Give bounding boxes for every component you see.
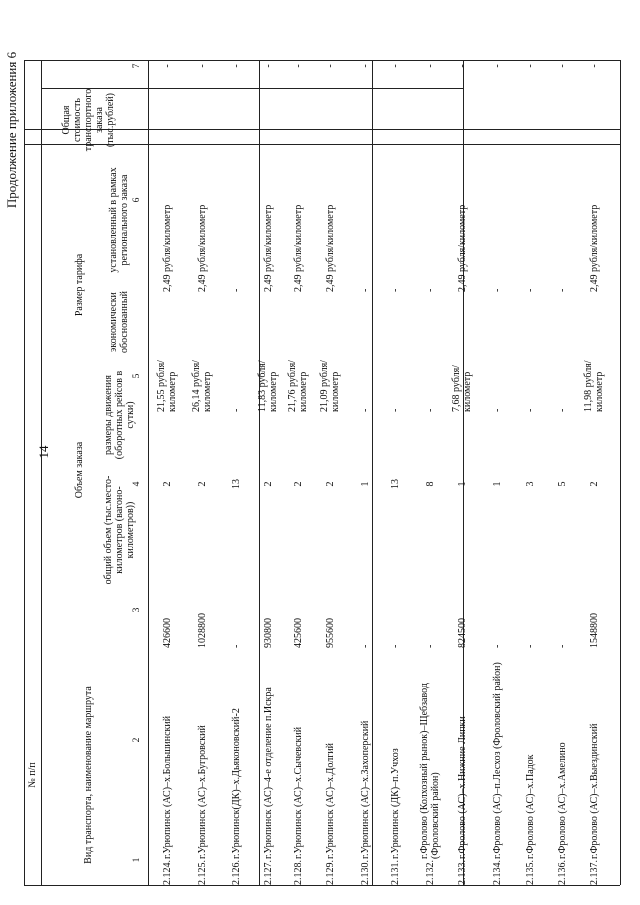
cell-volume-row-3: - (230, 644, 242, 648)
cell-econ-row-11: - (491, 408, 503, 412)
cell-no-row-8: 2.131. (389, 860, 401, 885)
cell-econ-row-2: 26,14 рубля/ километр (191, 360, 213, 412)
cell-cost-row-8: - (389, 64, 401, 68)
cell-route-row-13: г.Фролово (АС)–х.Амелино (556, 742, 568, 859)
cell-cost-row-6: - (324, 64, 336, 68)
cell-reg-row-3: - (230, 288, 242, 292)
cell-reg-row-2: 2,49 рубля/километр (196, 204, 208, 292)
cell-reg-row-14: 2,49 рубля/километр (588, 204, 600, 292)
cell-no-row-12: 2.135. (524, 860, 536, 885)
cell-cost-row-14: - (588, 64, 600, 68)
cell-econ-row-14: 11,98 рубля/ километр (583, 360, 605, 412)
header-total-cost: Общая стоимость транспортного заказа (тыс.рублей) (60, 88, 116, 152)
column-number-1: 1 (131, 857, 142, 863)
cell-reg-row-7: - (359, 288, 371, 292)
column-number-4: 4 (131, 481, 142, 487)
cell-volume-row-9: - (424, 644, 436, 648)
cell-volume-row-8: - (389, 644, 401, 648)
cell-econ-row-6: 21,09 рубля/ километр (319, 360, 341, 412)
cell-cost-row-4: - (262, 64, 274, 68)
cell-cost-row-9: - (424, 64, 436, 68)
header-total-volume: общий объем (тыс.место-километров (вагоно-километров)) (102, 475, 136, 585)
cell-econ-row-4: 11,83 рубля/ километр (257, 360, 279, 412)
cell-route-row-1: г.Урюпинск (АС)–х.Большинский (161, 715, 173, 859)
cell-econ-row-5: 21,76 рубля/ километр (287, 360, 309, 412)
cell-cost-row-5: - (292, 64, 304, 68)
cell-reg-row-6: 2,49 рубля/километр (324, 204, 336, 292)
cell-reg-row-11: - (491, 288, 503, 292)
cell-econ-row-10: 7,68 рубля/ километр (451, 365, 473, 412)
header-regional: установленный в рамках регионального заказа (108, 167, 130, 273)
cell-runs-row-12: 3 (524, 481, 536, 487)
cell-volume-row-1: 426600 (161, 618, 173, 648)
cell-volume-row-6: 955600 (324, 618, 336, 648)
cell-econ-row-3: - (230, 408, 242, 412)
cell-cost-row-10: - (456, 64, 468, 68)
table-bottom-rule (24, 885, 620, 886)
header-order-volume: Объем заказа (73, 441, 85, 499)
cell-route-row-11: г.Фролово (АС)–п.Лесхоз (Фроловский район) (491, 662, 503, 859)
cell-route-row-3: г.Урюпинск(ДК)–х.Дьяконовский-2 (230, 708, 242, 859)
cell-econ-row-1: 21,55 рубля/ километр (156, 360, 178, 412)
page-number: 14 (35, 445, 51, 459)
cell-econ-row-7: - (359, 408, 371, 412)
cell-econ-row-8: - (389, 408, 401, 412)
cell-no-row-10: 2.133. (456, 860, 468, 885)
cell-cost-row-1: - (161, 64, 173, 68)
cell-volume-row-5: 425600 (292, 618, 304, 648)
cell-runs-row-13: 5 (556, 481, 568, 487)
cell-runs-row-7: 1 (359, 481, 371, 487)
cell-no-row-7: 2.130. (359, 860, 371, 885)
cell-cost-row-12: - (524, 64, 536, 68)
header-no: № п/п (26, 762, 38, 788)
cell-runs-row-6: 2 (324, 481, 336, 487)
column-number-5: 5 (131, 373, 142, 379)
header-tariff: Размер тарифа (73, 253, 85, 317)
cell-reg-row-1: 2,49 рубля/километр (161, 204, 173, 292)
header-route: Вид транспорта, наименование маршрута (82, 686, 94, 864)
rule-col-2 (41, 60, 42, 885)
cell-cost-row-3: - (230, 64, 242, 68)
cell-no-row-4: 2.127. (262, 860, 274, 885)
cell-route-row-12: г.Фролово (АС)–х.Падок (524, 754, 536, 859)
cell-econ-row-13: - (556, 408, 568, 412)
cell-route-row-5: г.Урюпинск (АС)–х.Сычевский (292, 726, 304, 859)
cell-reg-row-9: - (424, 288, 436, 292)
header-econ: экономически обоснованный (108, 291, 130, 353)
cell-volume-row-14: 1548800 (588, 613, 600, 648)
cell-volume-row-11: - (491, 644, 503, 648)
cell-cost-row-11: - (491, 64, 503, 68)
cell-runs-row-9: 8 (424, 481, 436, 487)
column-number-2: 2 (131, 737, 142, 743)
cell-no-row-6: 2.129. (324, 860, 336, 885)
cell-route-row-9: г.Фролово (Колхозный рынок)–Щебзавод (Фроловский район) (419, 683, 441, 859)
cell-runs-row-4: 2 (262, 481, 274, 487)
cell-route-row-2: г.Урюпинск (АС)–х.Бугровский (196, 725, 208, 859)
header-rule-tariff (372, 88, 463, 89)
column-number-3: 3 (131, 607, 142, 613)
cell-volume-row-12: - (524, 644, 536, 648)
cell-route-row-14: г.Фролово (АС)–х.Выездинский (588, 723, 600, 859)
cell-cost-row-13: - (556, 64, 568, 68)
column-number-6: 6 (131, 197, 142, 203)
cell-no-row-2: 2.125. (196, 860, 208, 885)
cell-reg-row-13: - (556, 288, 568, 292)
column-number-7: 7 (131, 63, 142, 69)
cell-no-row-1: 2.124. (161, 860, 173, 885)
cell-no-row-14: 2.137. (588, 860, 600, 885)
cell-runs-row-10: 1 (456, 481, 468, 487)
cell-reg-row-10: 2,49 рубля/километр (456, 204, 468, 292)
header-movement-size: размеры движения (оборотных рейсов в сутки) (102, 370, 136, 460)
cell-volume-row-13: - (556, 644, 568, 648)
cell-route-row-7: г.Урюпинск (АС)–х.Захоперский (359, 720, 371, 859)
cell-cost-row-2: - (196, 64, 208, 68)
cell-runs-row-8: 13 (389, 479, 401, 489)
cell-runs-row-1: 2 (161, 481, 173, 487)
cell-route-row-10: г.Фролово (АС)–х.Нижние Липки (456, 716, 468, 859)
cell-no-row-13: 2.136. (556, 860, 568, 885)
continuation-caption: Продолжение приложения 6 (3, 51, 19, 209)
cell-no-row-9: 2.132. (424, 860, 436, 885)
cell-no-row-3: 2.126. (230, 860, 242, 885)
cell-no-row-5: 2.128. (292, 860, 304, 885)
cell-route-row-8: г.Урюпинск (ДК)–п.Учхоз (389, 748, 401, 859)
cell-volume-row-4: 930800 (262, 618, 274, 648)
cell-route-row-6: г.Урюпинск (АС)–х.Долгий (324, 742, 336, 859)
cell-reg-row-8: - (389, 288, 401, 292)
rule-right (620, 60, 621, 885)
cell-cost-row-7: - (359, 64, 371, 68)
cell-reg-row-12: - (524, 288, 536, 292)
cell-reg-row-5: 2,49 рубля/километр (292, 204, 304, 292)
cell-no-row-11: 2.134. (491, 860, 503, 885)
cell-econ-row-12: - (524, 408, 536, 412)
cell-route-row-4: г.Урюпинск (АС)–4-е отделение п.Искра (262, 687, 274, 859)
cell-runs-row-14: 2 (588, 481, 600, 487)
cell-runs-row-2: 2 (196, 481, 208, 487)
cell-econ-row-9: - (424, 408, 436, 412)
cell-volume-row-2: 1028800 (196, 613, 208, 648)
cell-volume-row-10: 824500 (456, 618, 468, 648)
cell-runs-row-5: 2 (292, 481, 304, 487)
cell-reg-row-4: 2,49 рубля/километр (262, 204, 274, 292)
cell-runs-row-3: 13 (230, 479, 242, 489)
cell-volume-row-7: - (359, 644, 371, 648)
cell-runs-row-11: 1 (491, 481, 503, 487)
